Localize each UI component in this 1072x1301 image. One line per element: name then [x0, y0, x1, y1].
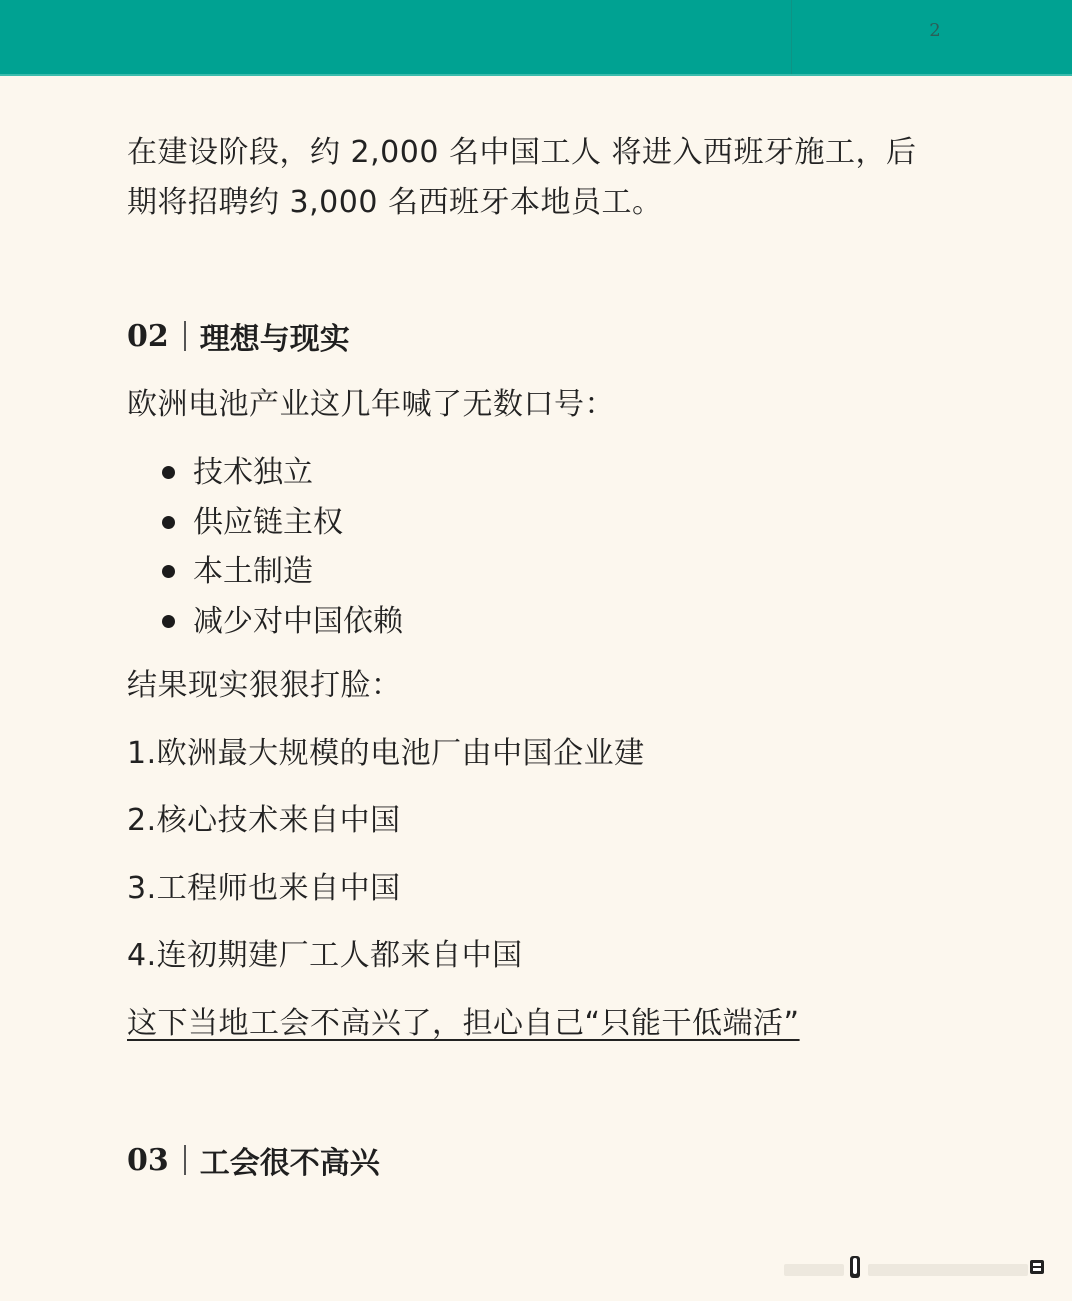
- header-bar: [0, 0, 1072, 76]
- section-heading-03: [127, 1140, 380, 1180]
- list-item-label: 减少对中国依赖: [193, 603, 403, 639]
- intro-paragraph: [127, 128, 917, 228]
- section-separator: [184, 321, 186, 351]
- section-number: 02: [127, 318, 169, 354]
- result-lead: 结果现实狠狠打脸：: [127, 668, 402, 703]
- section2-lead: 欧洲电池产业这几年喊了无数口号：: [127, 387, 615, 422]
- header-divider: [791, 0, 792, 74]
- list-item-label: 本土制造: [193, 554, 313, 589]
- list-item: [160, 547, 403, 597]
- section-separator: [184, 1145, 186, 1175]
- page-number: 2: [929, 20, 941, 41]
- intro-line-1: 在建设阶段，约 2,000 名中国工人 将进入西班牙施工，后: [127, 135, 917, 170]
- section-title: 理想与现实: [199, 322, 350, 357]
- list-item-label: 技术独立: [193, 455, 313, 490]
- numbered-item-3: 3.工程师也来自中国: [127, 871, 401, 906]
- list-item: [160, 597, 403, 647]
- bullet-icon: [162, 615, 175, 628]
- numbered-item-4: 4.连初期建厂工人都来自中国: [127, 938, 523, 973]
- intro-line-2: 期将招聘约 3,000 名西班牙本地员工。: [127, 185, 663, 220]
- bullet-icon: [162, 565, 175, 578]
- section-title: 工会很不高兴: [199, 1146, 380, 1181]
- underlined-note: 这下当地工会不高兴了，担心自己“只能干低端活”: [127, 1006, 800, 1041]
- numbered-item-2: 2.核心技术来自中国: [127, 803, 401, 838]
- section-number: 03: [127, 1142, 169, 1178]
- list-item-label: 供应链主权: [193, 504, 343, 540]
- platform-watermark-icon: [784, 1250, 1046, 1284]
- numbered-item-1: 1.欧洲最大规模的电池厂由中国企业建: [127, 736, 645, 771]
- list-item: [160, 498, 403, 548]
- section-heading-02: [127, 316, 350, 356]
- list-item: [160, 448, 403, 498]
- bullet-list: [160, 448, 403, 646]
- bullet-icon: [162, 516, 175, 529]
- bullet-icon: [162, 466, 175, 479]
